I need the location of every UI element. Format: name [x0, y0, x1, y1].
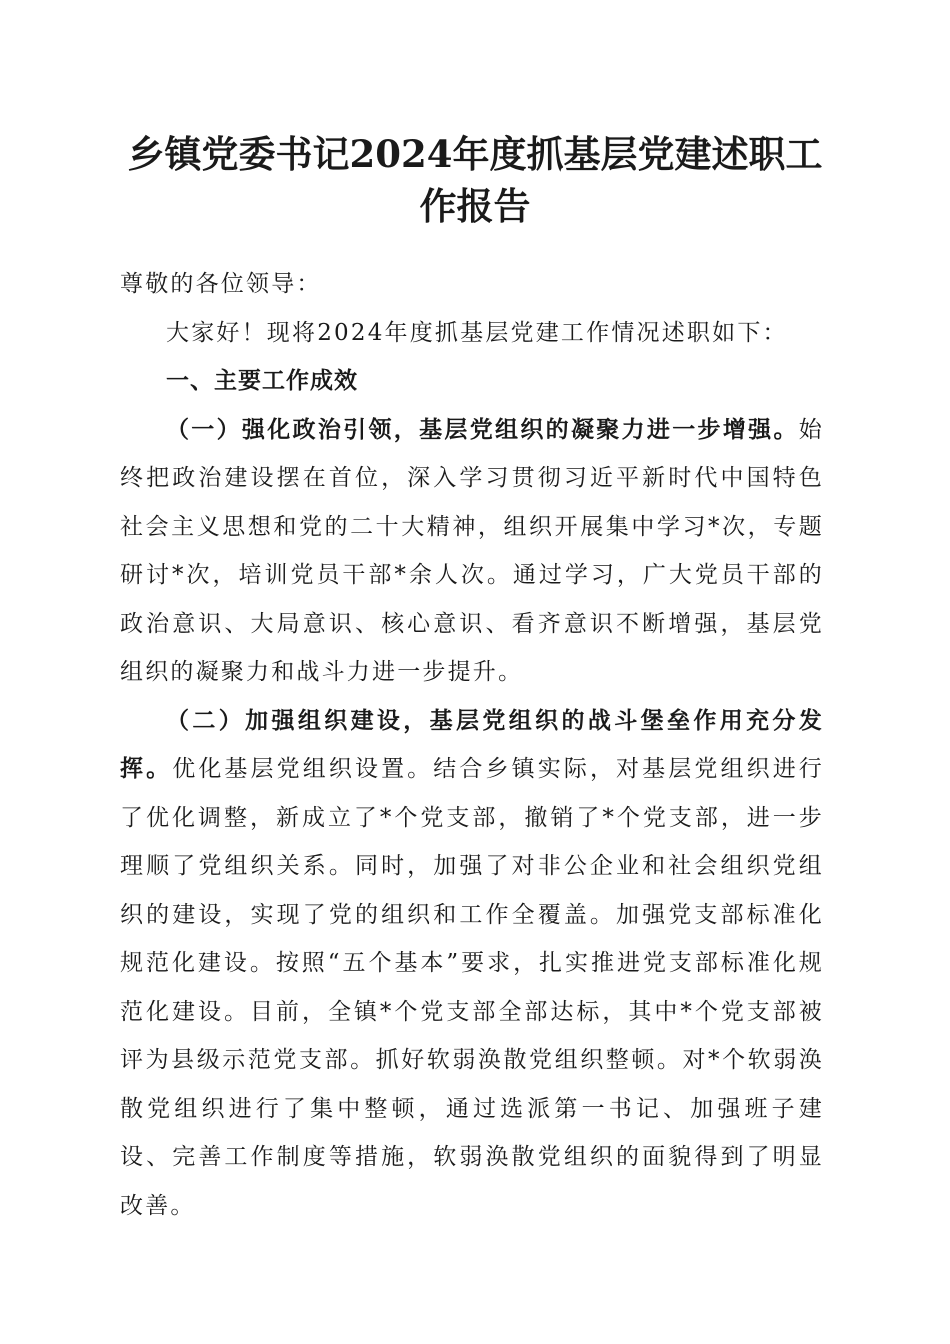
- document-title: 乡镇党委书记2024年度抓基层党建述职工作报告: [127, 132, 823, 228]
- paragraph-1-heading: （一）强化政治引领，基层党组织的凝聚力进一步增强。: [166, 415, 799, 443]
- paragraph-2: [120, 697, 824, 1231]
- document-body: [120, 260, 824, 1230]
- salutation: 尊敬的各位领导：: [120, 271, 322, 297]
- paragraph-1: [120, 406, 824, 697]
- paragraph-2-heading: （二）加强组织建设，基层党组织的战斗堡垒作用充分发挥。: [120, 706, 824, 782]
- paragraph-1-body: 始终把政治建设摆在首位，深入学习贯彻习近平新时代中国特色社会主义思想和党的二十大精神，组织开展集中学习*次，专题研讨*次，培训党员干部*余人次。通过学习，广大党员干部的政治意识、大局意识、核心意识、看齐意识不断增强，基层党组织的凝聚力和战斗力进一步提升。: [120, 416, 824, 685]
- paragraph-2-body: 优化基层党组织设置。结合乡镇实际，对基层党组织进行了优化调整，新成立了*个党支部，撤销了*个党支部，进一步理顺了党组织关系。同时，加强了对非公企业和社会组织党组织的建设，实现了党的组织和工作全覆盖。加强党支部标准化规范化建设。按照“五个基本”要求，扎实推进党支部标准化规范化建设。目前，全镇*个党支部全部达标，其中*个党支部被评为县级示范党支部。抓好软弱涣散党组织整顿。对*个软弱涣散党组织进行了集中整顿，通过选派第一书记、加强班子建设、完善工作制度等措施，软弱涣散党组织的面貌得到了明显改善。: [120, 756, 824, 1219]
- intro-paragraph: 大家好！现将2024年度抓基层党建工作情况述职如下：: [166, 319, 788, 346]
- section-heading: 一、主要工作成效: [166, 368, 358, 394]
